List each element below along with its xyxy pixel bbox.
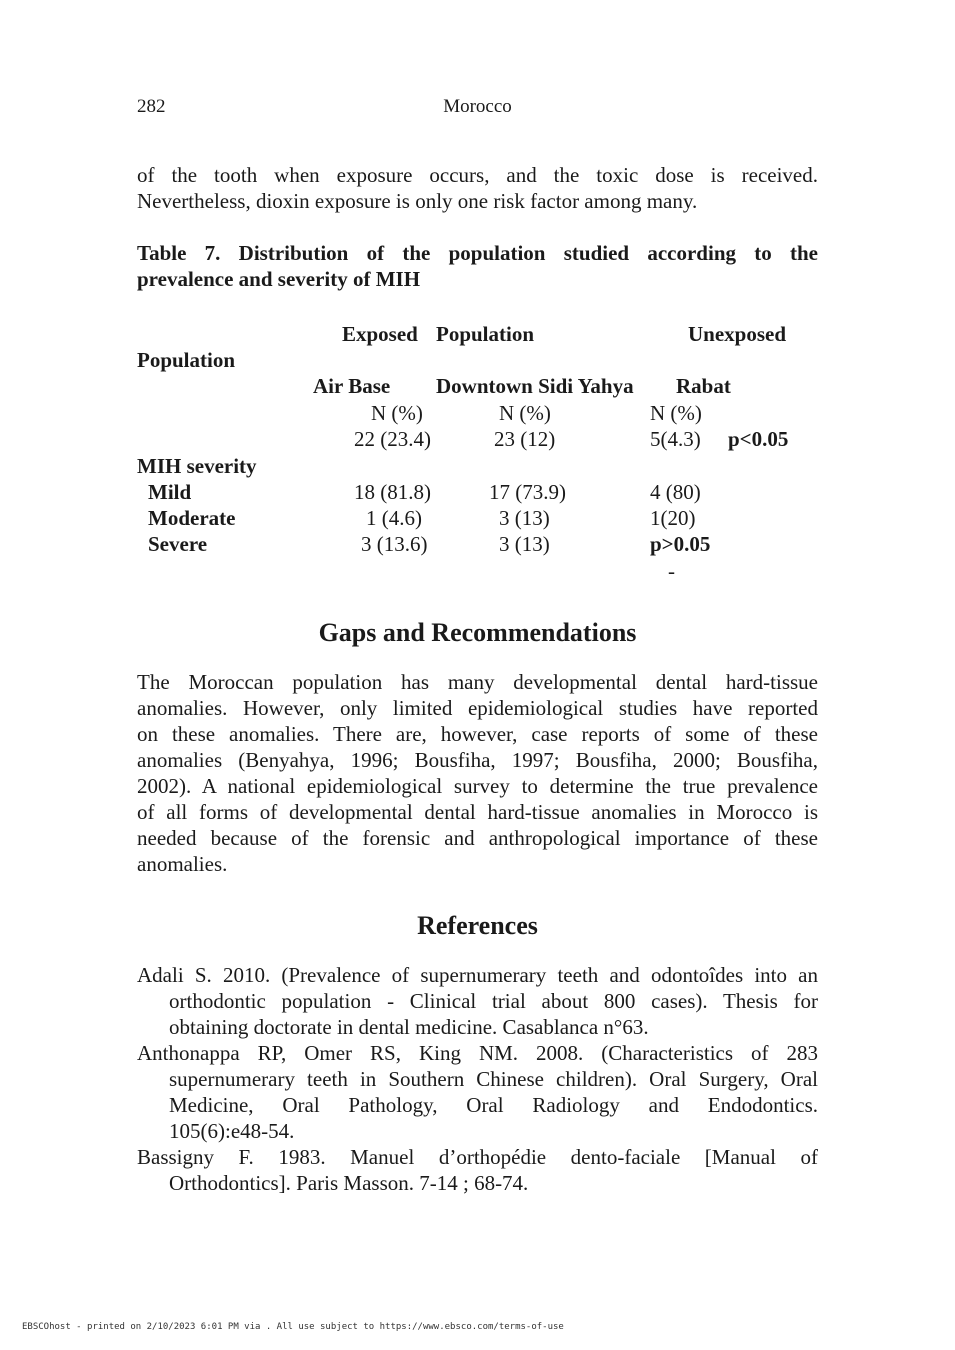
reference-line: Bassigny F. 1983. Manuel d’orthopédie dento-faciale [Manual of bbox=[137, 1145, 818, 1169]
unit-downtown: N (%) bbox=[499, 401, 551, 425]
text-line: of all forms of developmental dental hard-tissue anomalies in Morocco is bbox=[137, 800, 818, 824]
header-population: Population bbox=[436, 322, 535, 346]
header-exposed: Exposed bbox=[342, 322, 418, 346]
text-line: of the tooth when exposure occurs, and the toxic dose is received. bbox=[137, 163, 818, 187]
text-line: anomalies. bbox=[137, 852, 228, 876]
intro-paragraph bbox=[137, 162, 818, 214]
total-rabat: 5(4.3) bbox=[650, 427, 701, 451]
reference-line: orthodontic population - Clinical trial about 800 cases). Thesis for bbox=[169, 989, 818, 1013]
page-number: 282 bbox=[137, 96, 166, 117]
severity-label: MIH severity bbox=[137, 454, 257, 478]
row-label: Mild bbox=[148, 480, 192, 504]
unit-air-base: N (%) bbox=[371, 401, 423, 425]
text-line: anomalies (Benyahya, 1996; Bousfiha, 1997; Bousfiha, 2000; Bousfiha, bbox=[137, 748, 818, 772]
text-line: Nevertheless, dioxin exposure is only one risk factor among many. bbox=[137, 189, 698, 213]
reference-line: Anthonappa RP, Omer RS, King NM. 2008. (Characteristics of 283 bbox=[137, 1041, 818, 1065]
reference-line: Orthodontics]. Paris Masson. 7-14 ; 68-74. bbox=[169, 1171, 529, 1195]
text-line: needed because of the forensic and anthropological importance of these bbox=[137, 826, 818, 850]
severity-p-value: p>0.05 bbox=[650, 532, 711, 556]
cell-downtown: 3 (13) bbox=[499, 506, 550, 530]
reference-line: Adali S. 2010. (Prevalence of supernumerary teeth and odontoîdes into an bbox=[137, 963, 818, 987]
reference-line: supernumerary teeth in Southern Chinese children). Oral Surgery, Oral bbox=[169, 1067, 818, 1091]
total-downtown: 23 (12) bbox=[494, 427, 556, 451]
reference-entry bbox=[137, 962, 818, 1040]
cell-air-base: 3 (13.6) bbox=[361, 532, 428, 556]
gaps-paragraph bbox=[137, 669, 818, 877]
col-rabat: Rabat bbox=[676, 374, 731, 398]
cell-air-base: 1 (4.6) bbox=[366, 506, 422, 530]
col-air-base: Air Base bbox=[313, 374, 391, 398]
cell-rabat: 1(20) bbox=[650, 506, 696, 530]
section-heading-references: References bbox=[417, 911, 538, 940]
cell-air-base: 18 (81.8) bbox=[354, 480, 431, 504]
caption-line: prevalence and severity of MIH bbox=[137, 267, 421, 291]
reference-entry bbox=[137, 1040, 818, 1144]
reference-entry bbox=[137, 1144, 818, 1196]
reference-line: 105(6):e48-54. bbox=[169, 1119, 295, 1143]
print-footer: EBSCOhost - printed on 2/10/2023 6:01 PM via . All use subject to https://www.ebsco.com/terms-of-use bbox=[22, 1322, 564, 1332]
cell-downtown: 3 (13) bbox=[499, 532, 550, 556]
table-caption bbox=[137, 240, 818, 292]
total-p-value: p<0.05 bbox=[728, 427, 789, 451]
trailing-dash: - bbox=[668, 559, 675, 583]
text-line: anomalies. However, only limited epidemiological studies have reported bbox=[137, 696, 818, 720]
text-line: The Moroccan population has many developmental dental hard-tissue bbox=[137, 670, 818, 694]
row-label: Severe bbox=[148, 532, 208, 556]
unit-rabat: N (%) bbox=[650, 401, 702, 425]
reference-line: obtaining doctorate in dental medicine. Casablanca n°63. bbox=[169, 1015, 649, 1039]
cell-downtown: 17 (73.9) bbox=[489, 480, 566, 504]
text-line: on these anomalies. There are, however, case reports of some of these bbox=[137, 722, 818, 746]
header-unexposed: Unexposed bbox=[688, 322, 787, 346]
row-label: Moderate bbox=[148, 506, 236, 530]
running-title: Morocco bbox=[443, 96, 512, 117]
reference-line: Medicine, Oral Pathology, Oral Radiology and Endodontics. bbox=[169, 1093, 818, 1117]
row-label-population: Population bbox=[137, 348, 236, 372]
total-air-base: 22 (23.4) bbox=[354, 427, 431, 451]
caption-line: Table 7. Distribution of the population studied according to the bbox=[137, 241, 818, 265]
text-line: 2002). A national epidemiological survey to determine the true prevalence bbox=[137, 774, 818, 798]
cell-rabat: 4 (80) bbox=[650, 480, 701, 504]
section-heading-gaps: Gaps and Recommendations bbox=[318, 618, 637, 647]
col-downtown: Downtown Sidi Yahya bbox=[436, 374, 634, 398]
